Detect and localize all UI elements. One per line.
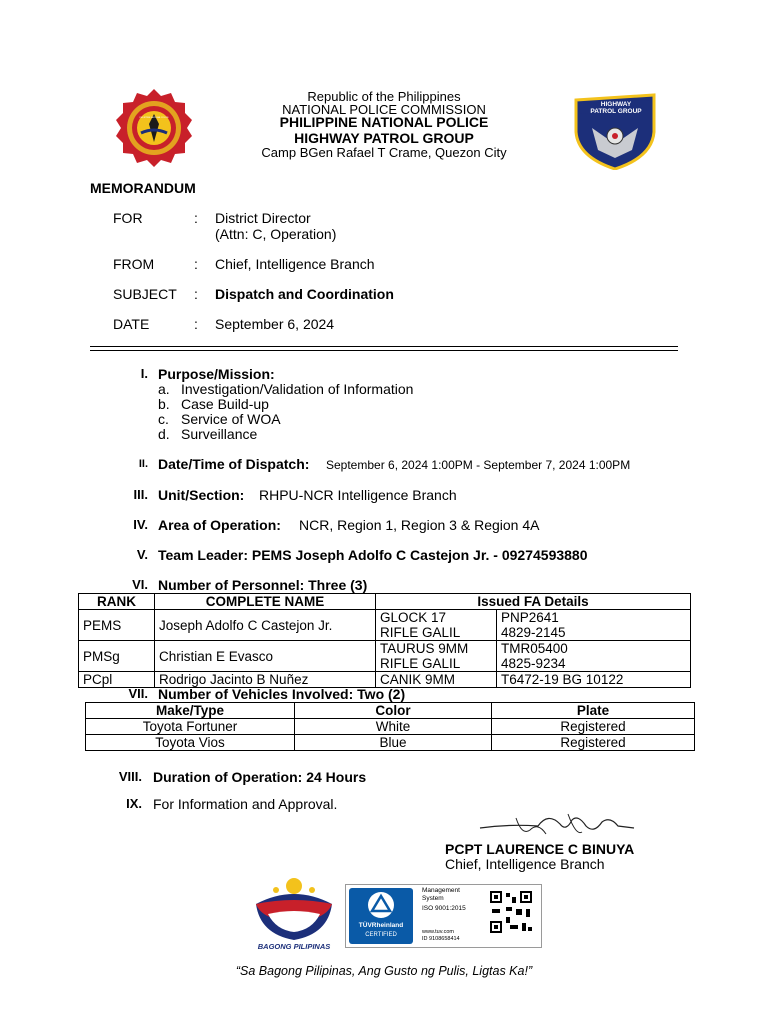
pnp-seal-text: PHILIPPINE NATIONAL POLICE (139, 117, 169, 119)
header-plate: Plate (492, 703, 695, 719)
for-value: District Director (215, 210, 311, 226)
header-make-type: Make/Type (86, 703, 295, 719)
tuv-url: www.tuv.com (422, 929, 454, 935)
section-7-number: VII. (128, 686, 148, 701)
section-5-text: Team Leader: PEMS Joseph Adolfo C Castejon Jr. - 09274593880 (158, 547, 588, 563)
section-4-number: IV. (133, 517, 148, 532)
section-4-title: Area of Operation: (158, 517, 281, 533)
firearm-1: GLOCK 17 (380, 610, 447, 625)
purpose-letter-b: b. (158, 396, 170, 412)
hpg-seal-text: HIGHWAY PATROL GROUP (590, 101, 642, 115)
serial-1: T6472-19 BG 10122 (501, 672, 624, 687)
header-napolcom: NATIONAL POLICE COMMISSION (282, 102, 486, 117)
firearm-2: RIFLE GALIL (380, 656, 461, 671)
table-row (79, 641, 691, 672)
serial-2: 4825-9234 (501, 656, 566, 671)
header-rank: RANK (79, 594, 155, 610)
header-address: Camp BGen Rafael T Crame, Quezon City (261, 145, 507, 160)
vehicle-color: Blue (295, 735, 492, 751)
bagong-pilipinas-logo (248, 874, 340, 954)
from-label: FROM (113, 256, 155, 272)
double-divider (90, 346, 678, 351)
mgmt-label-2: System (422, 895, 444, 902)
subject-label: SUBJECT (113, 286, 177, 302)
row-name: Christian E Evasco (155, 641, 376, 672)
date-colon: : (194, 316, 198, 332)
vehicle-make: Toyota Vios (86, 735, 295, 751)
section-3-title: Unit/Section: (158, 487, 245, 503)
vehicle-table (85, 702, 695, 751)
tuv-triangle-icon (349, 890, 413, 922)
header-complete-name: COMPLETE NAME (155, 594, 376, 610)
date-label: DATE (113, 316, 150, 332)
for-colon: : (194, 210, 198, 226)
tuv-logo-panel (349, 888, 413, 944)
row-serials (497, 672, 691, 688)
signature (468, 806, 638, 846)
purpose-letter-c: c. (158, 411, 169, 427)
personnel-header-row (79, 594, 691, 610)
footer-motto: “Sa Bagong Pilipinas, Ang Gusto ng Pulis, Ligtas Ka!” (235, 964, 533, 978)
section-2-title: Date/Time of Dispatch: (158, 456, 310, 472)
tuv-certified: CERTIFIED (365, 932, 397, 938)
header-color: Color (295, 703, 492, 719)
personnel-table (78, 593, 691, 688)
from-colon: : (194, 256, 198, 272)
vehicle-color: White (295, 719, 492, 735)
row-serials (497, 610, 691, 641)
row-name: Joseph Adolfo C Castejon Jr. (155, 610, 376, 641)
row-name: Rodrigo Jacinto B Nuñez (155, 672, 376, 688)
section-7-text: Number of Vehicles Involved: Two (2) (158, 686, 406, 702)
section-8-text: Duration of Operation: 24 Hours (153, 769, 367, 785)
tuv-id: ID 9108658414 (422, 936, 460, 942)
section-4-value: NCR, Region 1, Region 3 & Region 4A (299, 517, 540, 533)
section-3-value: RHPU-NCR Intelligence Branch (259, 487, 457, 503)
purpose-letter-d: d. (158, 426, 170, 442)
firearm-1: TAURUS 9MM (380, 641, 469, 656)
signatory-name: PCPT LAURENCE C BINUYA (445, 841, 635, 857)
bagong-pilipinas-text: BAGONG PILIPINAS (257, 942, 331, 951)
vehicle-plate: Registered (492, 735, 695, 751)
purpose-item-d: Surveillance (181, 426, 258, 442)
purpose-letter-a: a. (158, 381, 170, 397)
section-2-value: September 6, 2024 1:00PM - September 7, 2024 1:00PM (326, 458, 631, 472)
qr-code-icon (488, 889, 534, 935)
header-hpg: HIGHWAY PATROL GROUP (294, 130, 474, 146)
section-1-title: Purpose/Mission: (158, 366, 275, 382)
firearm-2: RIFLE GALIL (380, 625, 461, 640)
section-9-number: IX. (126, 796, 142, 811)
serial-1: PNP2641 (501, 610, 559, 625)
serial-2: 4829-2145 (501, 625, 566, 640)
purpose-item-a: Investigation/Validation of Information (181, 381, 414, 397)
table-row (79, 610, 691, 641)
header-pnp: PHILIPPINE NATIONAL POLICE (279, 114, 489, 130)
section-5-number: V. (136, 547, 148, 562)
for-value-attn: (Attn: C, Operation) (215, 226, 337, 242)
row-rank: PEMS (79, 610, 155, 641)
row-firearms (376, 610, 497, 641)
vehicle-header-row (86, 703, 695, 719)
section-3-number: III. (133, 487, 148, 502)
signatory-title: Chief, Intelligence Branch (445, 856, 605, 872)
firearm-1: CANIK 9MM (380, 672, 456, 687)
tuv-brand: TÜVRheinland (358, 922, 404, 929)
section-1-number: I. (140, 366, 148, 381)
section-2-number: II. (138, 458, 148, 470)
row-serials (497, 641, 691, 672)
subject-value: Dispatch and Coordination (215, 286, 394, 302)
memo-title: MEMORANDUM (90, 180, 196, 196)
date-value: September 6, 2024 (215, 316, 335, 332)
mgmt-label-1: Management (422, 887, 460, 894)
purpose-item-b: Case Build-up (181, 396, 269, 412)
iso-standard: ISO 9001:2015 (422, 905, 466, 912)
for-label: FOR (113, 210, 143, 226)
row-rank: PCpl (79, 672, 155, 688)
section-8-number: VIII. (118, 769, 142, 784)
subject-colon: : (194, 286, 198, 302)
header-republic: Republic of the Philippines (307, 89, 461, 104)
iso-certificate-badge (345, 884, 542, 948)
section-6-number: VI. (132, 577, 148, 592)
section-9-text: For Information and Approval. (153, 796, 338, 812)
purpose-item-c: Service of WOA (181, 411, 281, 427)
row-firearms (376, 641, 497, 672)
header-issued-fa: Issued FA Details (376, 594, 691, 610)
table-row (86, 719, 695, 735)
vehicle-plate: Registered (492, 719, 695, 735)
row-rank: PMSg (79, 641, 155, 672)
table-row (86, 735, 695, 751)
section-6-text: Number of Personnel: Three (3) (158, 577, 368, 593)
vehicle-make: Toyota Fortuner (86, 719, 295, 735)
from-value: Chief, Intelligence Branch (215, 256, 375, 272)
serial-1: TMR05400 (501, 641, 568, 656)
